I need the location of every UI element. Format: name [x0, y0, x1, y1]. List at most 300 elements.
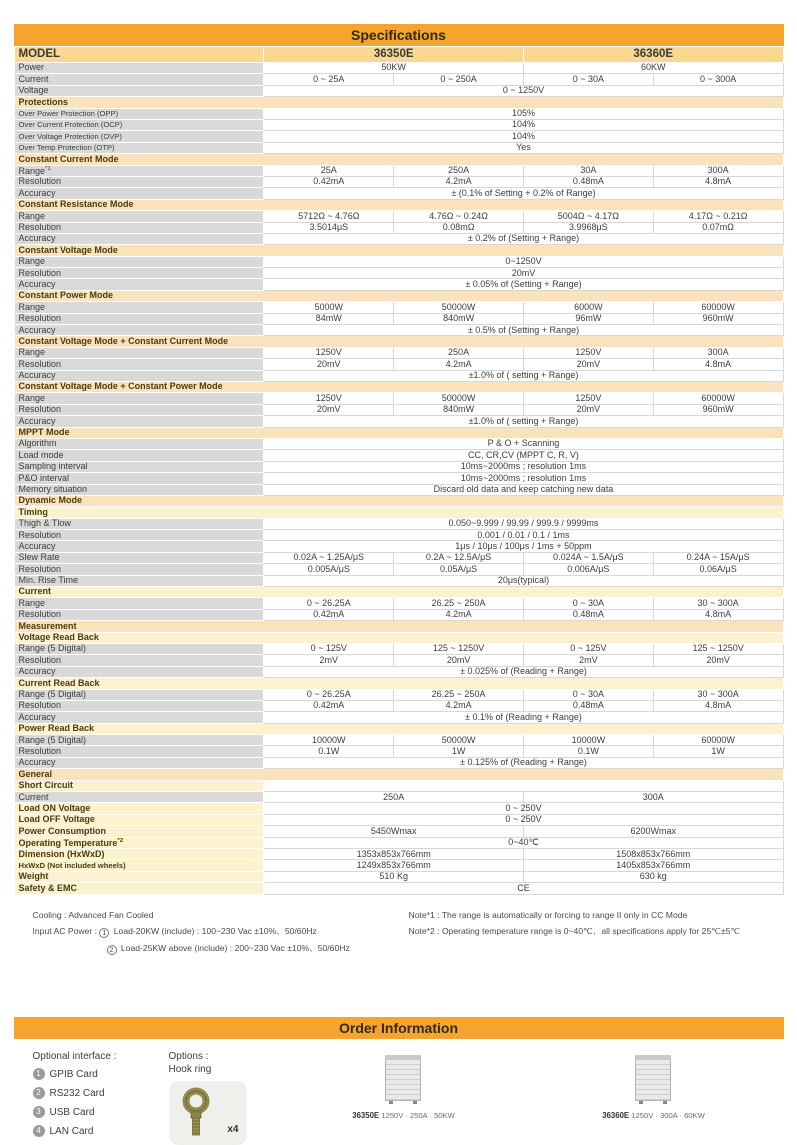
value-cell: 6200Wmax: [523, 826, 783, 837]
specifications-header: [14, 24, 784, 46]
table-row: [14, 564, 783, 575]
section-row: [14, 290, 783, 301]
value-cell: 630 kg: [523, 871, 783, 882]
options-label: Options :: [168, 1051, 209, 1063]
row-label: Accuracy: [14, 666, 264, 677]
section-label: Protections: [14, 97, 783, 108]
value-cell: 0 ~ 26.25A: [264, 598, 394, 609]
row-label: Range: [14, 347, 264, 358]
value-cell: CC, CR,CV (MPPT C, R, V): [264, 450, 783, 461]
row-label: P&O interval: [14, 473, 264, 484]
section-label: Dynamic Mode: [14, 495, 783, 506]
value-cell: ±1.0% of ( setting + Range): [264, 370, 783, 381]
value-cell: ± 0.025% of (Reading + Range): [264, 666, 783, 677]
section-row: [14, 769, 783, 780]
section-row: [14, 632, 783, 643]
table-row: [14, 63, 783, 74]
row-label: MODEL: [14, 47, 264, 63]
section-label: Constant Resistance Mode: [14, 199, 783, 210]
model-header-row: [14, 47, 783, 63]
input-power-line-1: [33, 925, 409, 938]
value-cell: 84mW: [264, 313, 394, 324]
table-row: [14, 176, 783, 187]
value-cell: 60000W: [653, 735, 783, 746]
section-label: Current: [14, 587, 783, 598]
product-caption: [352, 1111, 455, 1120]
table-row: [14, 689, 783, 700]
specifications-title: Specifications: [351, 27, 446, 43]
section-label: Power Read Back: [14, 723, 783, 734]
row-label: Resolution: [14, 359, 264, 370]
value-cell: 4.2mA: [394, 700, 524, 711]
row-label: Resolution: [14, 609, 264, 620]
table-row: [14, 746, 783, 757]
value-cell: 0 ~ 125V: [523, 643, 653, 654]
row-label: Accuracy: [14, 712, 264, 723]
table-row: [14, 598, 783, 609]
product-figure: [602, 1055, 705, 1120]
row-label: Over Current Protection (OCP): [14, 119, 264, 130]
value-cell: 4.76Ω ~ 0.24Ω: [394, 211, 524, 222]
hook-ring-quantity: x4: [227, 1124, 239, 1136]
value-cell: 1353x853x766mm: [264, 849, 524, 860]
value-cell: 1249x853x766mm: [264, 860, 524, 871]
section-label: Constant Voltage Mode: [14, 245, 783, 256]
table-row: [14, 530, 783, 541]
value-cell: 0 ~ 1250V: [264, 85, 783, 96]
section-row: [14, 245, 783, 256]
value-cell: 5000W: [264, 302, 394, 313]
table-row: [14, 302, 783, 313]
footnotes-right: [409, 909, 779, 959]
row-label: Accuracy: [14, 757, 264, 768]
value-cell: 0.050~9.999 / 99.99 / 999.9 / 9999ms: [264, 518, 783, 529]
value-cell: 1μs / 10μs / 100μs / 1ms + 50ppm: [264, 541, 783, 552]
row-label: Range: [14, 302, 264, 313]
row-label: Algorithm: [14, 438, 264, 449]
row-label: Over Voltage Protection (OVP): [14, 131, 264, 142]
value-cell: Discard old data and keep catching new data: [264, 484, 783, 495]
value-cell: 0 ~ 250A: [394, 74, 524, 85]
table-row: [14, 416, 783, 427]
value-cell: 960mW: [653, 313, 783, 324]
value-cell: 250A: [394, 347, 524, 358]
value-cell: 26.25 ~ 250A: [394, 689, 524, 700]
row-label: Range: [14, 256, 264, 267]
section-row: [14, 381, 783, 392]
row-label: Operating Temperature$^{*2}$: [14, 837, 264, 848]
table-row: [14, 666, 783, 677]
value-cell: 0.07mΩ: [653, 222, 783, 233]
value-cell: 50000W: [394, 393, 524, 404]
row-label: Safety & EMC: [14, 883, 264, 894]
input-power-text-1: Load-20KW (include) : 100~230 Vac ±10%、50/60Hz: [113, 926, 317, 937]
interface-list: [33, 1068, 169, 1137]
section-row: [14, 199, 783, 210]
value-cell: 0 ~ 30A: [523, 689, 653, 700]
row-label: Resolution: [14, 222, 264, 233]
row-label: Min. Rise Time: [14, 575, 264, 586]
table-row: [14, 279, 783, 290]
section-row: [14, 507, 783, 518]
row-label: Resolution: [14, 530, 264, 541]
value-cell: 0.24A ~ 15A/μS: [653, 552, 783, 563]
value-cell: 1250V: [523, 393, 653, 404]
value-cell: 3.5014μS: [264, 222, 394, 233]
table-row: [14, 871, 783, 882]
interface-item-label: GPIB Card: [49, 1068, 98, 1080]
value-cell: 26.25 ~ 250A: [394, 598, 524, 609]
row-label: Accuracy: [14, 541, 264, 552]
section-label: MPPT Mode: [14, 427, 783, 438]
product-specs: 1250V · 250A · 50KW: [381, 1111, 455, 1121]
value-cell: 4.2mA: [394, 609, 524, 620]
value-cell: 4.2mA: [394, 359, 524, 370]
table-row: [14, 85, 783, 96]
section-label: Timing: [14, 507, 783, 518]
numbered-badge-icon: 1: [33, 1068, 45, 1080]
section-label: General: [14, 769, 783, 780]
value-cell: 510 Kg: [264, 871, 524, 882]
row-label: Resolution: [14, 404, 264, 415]
table-row: [14, 119, 783, 130]
value-cell: 300A: [653, 165, 783, 176]
table-row: [14, 883, 783, 894]
value-cell: 4.8mA: [653, 176, 783, 187]
value-cell: 0.48mA: [523, 176, 653, 187]
row-label: Range (5 Digital): [14, 735, 264, 746]
product-model: 36360E: [602, 1111, 632, 1121]
row-label: Resolution: [14, 268, 264, 279]
table-row: [14, 643, 783, 654]
value-cell: 30 ~ 300A: [653, 689, 783, 700]
table-row: [14, 347, 783, 358]
row-label: Accuracy: [14, 370, 264, 381]
row-label: Range (5 Digital): [14, 689, 264, 700]
value-cell: 0.42mA: [264, 176, 394, 187]
value-cell: 0 ~ 30A: [523, 74, 653, 85]
table-row: [14, 142, 783, 153]
row-label: Range$^{*1}$: [14, 165, 264, 176]
table-row: [14, 131, 783, 142]
interface-item: [33, 1106, 169, 1118]
row-label: Accuracy: [14, 188, 264, 199]
product-model: 36350E: [352, 1111, 382, 1121]
row-label: Resolution: [14, 700, 264, 711]
value-cell: 250A: [394, 165, 524, 176]
value-cell: 6000W: [523, 302, 653, 313]
spec-table-body: [14, 47, 783, 895]
value-cell: 10000W: [523, 735, 653, 746]
value-cell: 0.42mA: [264, 609, 394, 620]
table-row: [14, 438, 783, 449]
spec-table: [14, 46, 784, 895]
row-label: Resolution: [14, 176, 264, 187]
value-cell: 10000W: [264, 735, 394, 746]
circled-number-icon: 1: [99, 928, 109, 938]
row-label: Current: [14, 792, 264, 803]
value-cell: 960mW: [653, 404, 783, 415]
value-cell: Yes: [264, 142, 783, 153]
footnotes-left: [19, 909, 409, 959]
table-row: [14, 450, 783, 461]
value-cell: 2mV: [264, 655, 394, 666]
section-row: [14, 723, 783, 734]
value-cell: [264, 780, 783, 791]
row-label: Accuracy: [14, 279, 264, 290]
options-name: Hook ring: [168, 1064, 212, 1076]
table-row: [14, 404, 783, 415]
table-row: [14, 518, 783, 529]
value-cell: 1250V: [264, 393, 394, 404]
row-label: Weight: [14, 871, 264, 882]
section-label: Constant Voltage Mode + Constant Power Mode: [14, 381, 783, 392]
value-cell: 104%: [264, 131, 783, 142]
section-label: Constant Power Mode: [14, 290, 783, 301]
order-information-header: [14, 1017, 784, 1039]
cooling-note: Cooling : Advanced Fan Cooled: [32, 909, 154, 920]
value-cell: 2mV: [523, 655, 653, 666]
value-cell: 840mW: [394, 313, 524, 324]
table-row: [14, 359, 783, 370]
value-cell: 0.05A/μS: [394, 564, 524, 575]
row-label: Power: [14, 63, 264, 74]
value-cell: 0 ~ 250V: [264, 803, 783, 814]
value-cell: 4.17Ω ~ 0.21Ω: [653, 211, 783, 222]
value-cell: 0.06A/μS: [653, 564, 783, 575]
value-cell: 30 ~ 300A: [653, 598, 783, 609]
value-cell: CE: [264, 883, 783, 894]
section-label: Constant Voltage Mode + Constant Current Mode: [14, 336, 783, 347]
value-cell: 96mW: [523, 313, 653, 324]
table-row: [14, 256, 783, 267]
product-list: [279, 1051, 779, 1120]
value-cell: 60000W: [653, 302, 783, 313]
table-row: [14, 609, 783, 620]
circled-number-icon: 2: [107, 945, 117, 955]
value-cell: 4.2mA: [394, 176, 524, 187]
value-cell: 4.8mA: [653, 700, 783, 711]
value-cell: 104%: [264, 119, 783, 130]
table-row: [14, 165, 783, 176]
value-cell: 60KW: [523, 63, 783, 74]
row-label: Range (5 Digital): [14, 643, 264, 654]
row-label: Range: [14, 211, 264, 222]
numbered-badge-icon: 2: [33, 1087, 45, 1099]
value-cell: 60000W: [653, 393, 783, 404]
section-row: [14, 587, 783, 598]
table-row: [14, 826, 783, 837]
table-row: [14, 325, 783, 336]
table-row: [14, 393, 783, 404]
row-label: HxWxD (Not included wheels): [14, 860, 264, 871]
value-cell: ±1.0% of ( setting + Range): [264, 416, 783, 427]
value-cell: 10ms~2000ms ; resolution 1ms: [264, 473, 783, 484]
value-cell: 4.8mA: [653, 609, 783, 620]
value-cell: 125 ~ 1250V: [653, 643, 783, 654]
value-cell: 5450Wmax: [264, 826, 524, 837]
value-cell: 5004Ω ~ 4.17Ω: [523, 211, 653, 222]
value-cell: 20mV: [523, 359, 653, 370]
value-cell: 10ms~2000ms ; resolution 1ms: [264, 461, 783, 472]
table-row: [14, 313, 783, 324]
value-cell: 20mV: [653, 655, 783, 666]
value-cell: 0.08mΩ: [394, 222, 524, 233]
note-2: Note*2 : Operating temperature range is 0~40℃、all specifications apply for 25℃±5℃: [408, 926, 741, 937]
product-caption: [602, 1111, 705, 1120]
row-label: Dimension (HxWxD): [14, 849, 264, 860]
value-cell: 20mV: [523, 404, 653, 415]
table-row: [14, 552, 783, 563]
section-row: [14, 621, 783, 632]
row-label: Current: [14, 74, 264, 85]
table-row: [14, 837, 783, 848]
table-row: [14, 541, 783, 552]
section-row: [14, 495, 783, 506]
section-row: [14, 678, 783, 689]
row-label: Thigh & Tlow: [14, 518, 264, 529]
value-cell: 0 ~ 125V: [264, 643, 394, 654]
value-cell: 0.005A/μS: [264, 564, 394, 575]
table-row: [14, 792, 783, 803]
value-cell: ± 0.2% of (Setting + Range): [264, 233, 783, 244]
row-label: Over Power Protection (OPP): [14, 108, 264, 119]
value-cell: 5712Ω ~ 4.76Ω: [264, 211, 394, 222]
row-label: Accuracy: [14, 416, 264, 427]
value-cell: 0.001 / 0.01 / 0.1 / 1ms: [264, 530, 783, 541]
table-row: [14, 849, 783, 860]
table-row: [14, 700, 783, 711]
row-label: Over Temp Protection (OTP): [14, 142, 264, 153]
section-label: Constant Current Mode: [14, 154, 783, 165]
numbered-badge-icon: 4: [33, 1125, 45, 1137]
electronic-load-cabinet-image: [635, 1055, 671, 1101]
row-label: Slew Rate: [14, 552, 264, 563]
row-label: Range: [14, 393, 264, 404]
value-cell: 0.2A ~ 12.5A/μS: [394, 552, 524, 563]
value-cell: 36350E: [264, 47, 524, 63]
value-cell: 0 ~ 30A: [523, 598, 653, 609]
section-label: Current Read Back: [14, 678, 783, 689]
row-label: Range: [14, 598, 264, 609]
value-cell: 50KW: [264, 63, 524, 74]
value-cell: 3.9968μS: [523, 222, 653, 233]
table-row: [14, 780, 783, 791]
footnotes: [19, 909, 779, 959]
table-row: [14, 211, 783, 222]
row-label: Sampling interval: [14, 461, 264, 472]
table-row: [14, 233, 783, 244]
table-row: [14, 268, 783, 279]
section-row: [14, 427, 783, 438]
row-label: Accuracy: [14, 325, 264, 336]
row-label: Memory situation: [14, 484, 264, 495]
table-row: [14, 860, 783, 871]
table-row: [14, 108, 783, 119]
table-row: [14, 484, 783, 495]
optional-interface-label: Optional interface :: [32, 1051, 117, 1063]
section-row: [14, 154, 783, 165]
value-cell: 0~1250V: [264, 256, 783, 267]
value-cell: 0~40℃: [264, 837, 783, 848]
input-power-line-2: [33, 942, 409, 955]
table-row: [14, 473, 783, 484]
value-cell: 0.42mA: [264, 700, 394, 711]
value-cell: 0 ~ 26.25A: [264, 689, 394, 700]
row-label: Power Consumption: [14, 826, 264, 837]
note-1: Note*1 : The range is automatically or forcing to range II only in CC Mode: [408, 909, 688, 920]
value-cell: ± (0.1% of Setting + 0.2% of Range): [264, 188, 783, 199]
value-cell: 0 ~ 250V: [264, 814, 783, 825]
value-cell: 0 ~ 25A: [264, 74, 394, 85]
value-cell: 0.48mA: [523, 609, 653, 620]
table-row: [14, 370, 783, 381]
row-label: Resolution: [14, 746, 264, 757]
value-cell: 25A: [264, 165, 394, 176]
value-cell: 20mV: [264, 268, 783, 279]
interface-item: [33, 1087, 169, 1099]
section-label: Voltage Read Back: [14, 632, 783, 643]
value-cell: 0.48mA: [523, 700, 653, 711]
table-row: [14, 757, 783, 768]
row-label: Accuracy: [14, 233, 264, 244]
hook-ring-icon: [179, 1087, 213, 1139]
value-cell: 0.024A ~ 1.5A/μS: [523, 552, 653, 563]
interface-item-label: RS232 Card: [49, 1087, 105, 1099]
electronic-load-cabinet-image: [385, 1055, 421, 1101]
value-cell: 1W: [394, 746, 524, 757]
row-label: Short Circuit: [14, 780, 264, 791]
interface-item-label: USB Card: [49, 1106, 95, 1118]
row-label: Resolution: [14, 655, 264, 666]
interface-item: [33, 1068, 169, 1080]
product-specs: 1250V · 300A · 60KW: [631, 1111, 705, 1121]
value-cell: ± 0.125% of (Reading + Range): [264, 757, 783, 768]
input-power-label: Input AC Power :: [32, 926, 97, 937]
interface-item-label: LAN Card: [49, 1125, 94, 1137]
row-label: Resolution: [14, 313, 264, 324]
numbered-badge-icon: 3: [33, 1106, 45, 1118]
table-row: [14, 712, 783, 723]
table-row: [14, 188, 783, 199]
value-cell: 1405x853x766mm: [523, 860, 783, 871]
table-row: [14, 655, 783, 666]
value-cell: 20mV: [394, 655, 524, 666]
hook-ring-box: [169, 1081, 247, 1145]
value-cell: 1250V: [523, 347, 653, 358]
value-cell: 105%: [264, 108, 783, 119]
table-row: [14, 814, 783, 825]
order-content: [19, 1051, 779, 1145]
value-cell: 250A: [264, 792, 524, 803]
value-cell: 1250V: [264, 347, 394, 358]
table-row: [14, 222, 783, 233]
row-label: Load OFF Voltage: [14, 814, 264, 825]
value-cell: 4.8mA: [653, 359, 783, 370]
product-figure: [352, 1055, 455, 1120]
value-cell: 0.006A/μS: [523, 564, 653, 575]
table-row: [14, 735, 783, 746]
value-cell: 0.1W: [264, 746, 394, 757]
value-cell: P & O + Scanning: [264, 438, 783, 449]
order-information-title: Order Information: [338, 1020, 458, 1037]
value-cell: 30A: [523, 165, 653, 176]
value-cell: 840mW: [394, 404, 524, 415]
table-row: [14, 575, 783, 586]
value-cell: 1W: [653, 746, 783, 757]
optional-interface-block: [19, 1051, 169, 1144]
value-cell: 20μs(typical): [264, 575, 783, 586]
